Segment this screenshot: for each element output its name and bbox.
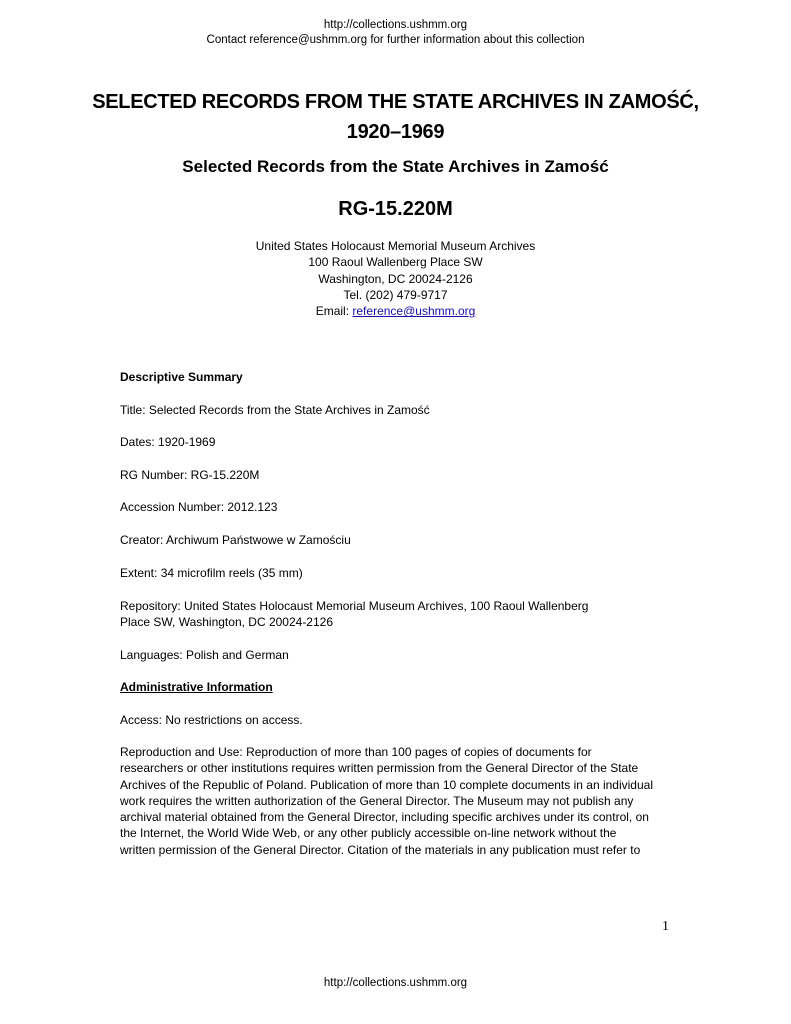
contact-address <box>0 238 791 319</box>
summary-extent: Extent: 34 microfilm reels (35 mm) <box>120 566 303 580</box>
summary-dates: Dates: 1920-1969 <box>120 435 216 449</box>
reproduction-line: Reproduction and Use: Reproduction of more than 100 pages of copies of documents for <box>120 745 592 759</box>
admin-reproduction-paragraph <box>120 744 680 858</box>
document-title-line-1: SELECTED RECORDS FROM THE STATE ARCHIVES IN ZAMOŚĆ, <box>92 91 699 113</box>
reproduction-line: Archives of the Republic of Poland. Publication of more than 10 complete documents in an individual <box>120 777 653 792</box>
email-link[interactable]: reference@ushmm.org <box>352 304 476 319</box>
reproduction-line: archival material obtained from the General Director, including specific archives under its control, on <box>120 810 649 825</box>
summary-languages: Languages: Polish and German <box>120 648 289 662</box>
administrative-information-heading: Administrative Information <box>120 680 273 694</box>
reproduction-line: researchers or other institutions requires written permission from the General Director of the State <box>120 761 639 776</box>
address-line-4: Tel. (202) 479-9717 <box>343 287 448 302</box>
reproduction-line: written permission of the General Director. Citation of the materials in any publication must refer to <box>120 842 641 857</box>
address-line-3: Washington, DC 20024-2126 <box>318 271 473 286</box>
descriptive-summary-heading: Descriptive Summary <box>120 370 243 384</box>
document-subtitle: Selected Records from the State Archives in Zamość <box>182 157 609 176</box>
header-contact: Contact reference@ushmm.org for further information about this collection <box>206 34 585 46</box>
footer-url[interactable]: http://collections.ushmm.org <box>323 977 468 989</box>
page-number: 1 <box>662 919 669 934</box>
summary-creator: Creator: Archiwum Państwowe w Zamościu <box>120 533 351 547</box>
summary-rg-number: RG Number: RG-15.220M <box>120 468 260 482</box>
address-line-1: United States Holocaust Memorial Museum Archives <box>255 239 536 253</box>
summary-title: Title: Selected Records from the State Archives in Zamość <box>120 403 430 417</box>
reproduction-line: work requires the written authorization of the General Director. The Museum may not publish any <box>120 793 634 808</box>
address-email-line <box>0 303 791 319</box>
header-url[interactable]: http://collections.ushmm.org <box>323 19 468 31</box>
admin-access: Access: No restrictions on access. <box>120 713 303 727</box>
rg-number-heading: RG-15.220M <box>338 198 453 220</box>
address-line-2: 100 Raoul Wallenberg Place SW <box>308 255 483 270</box>
email-label: Email: <box>315 304 353 319</box>
summary-repository-line-1: Repository: United States Holocaust Memorial Museum Archives, 100 Raoul Wallenberg <box>120 599 589 613</box>
document-title-line-2: 1920–1969 <box>346 121 445 143</box>
summary-accession-number: Accession Number: 2012.123 <box>120 500 278 514</box>
summary-repository-line-2: Place SW, Washington, DC 20024-2126 <box>120 615 334 629</box>
reproduction-line: the Internet, the World Wide Web, or any other publicly accessible on-line network without the <box>120 826 617 841</box>
